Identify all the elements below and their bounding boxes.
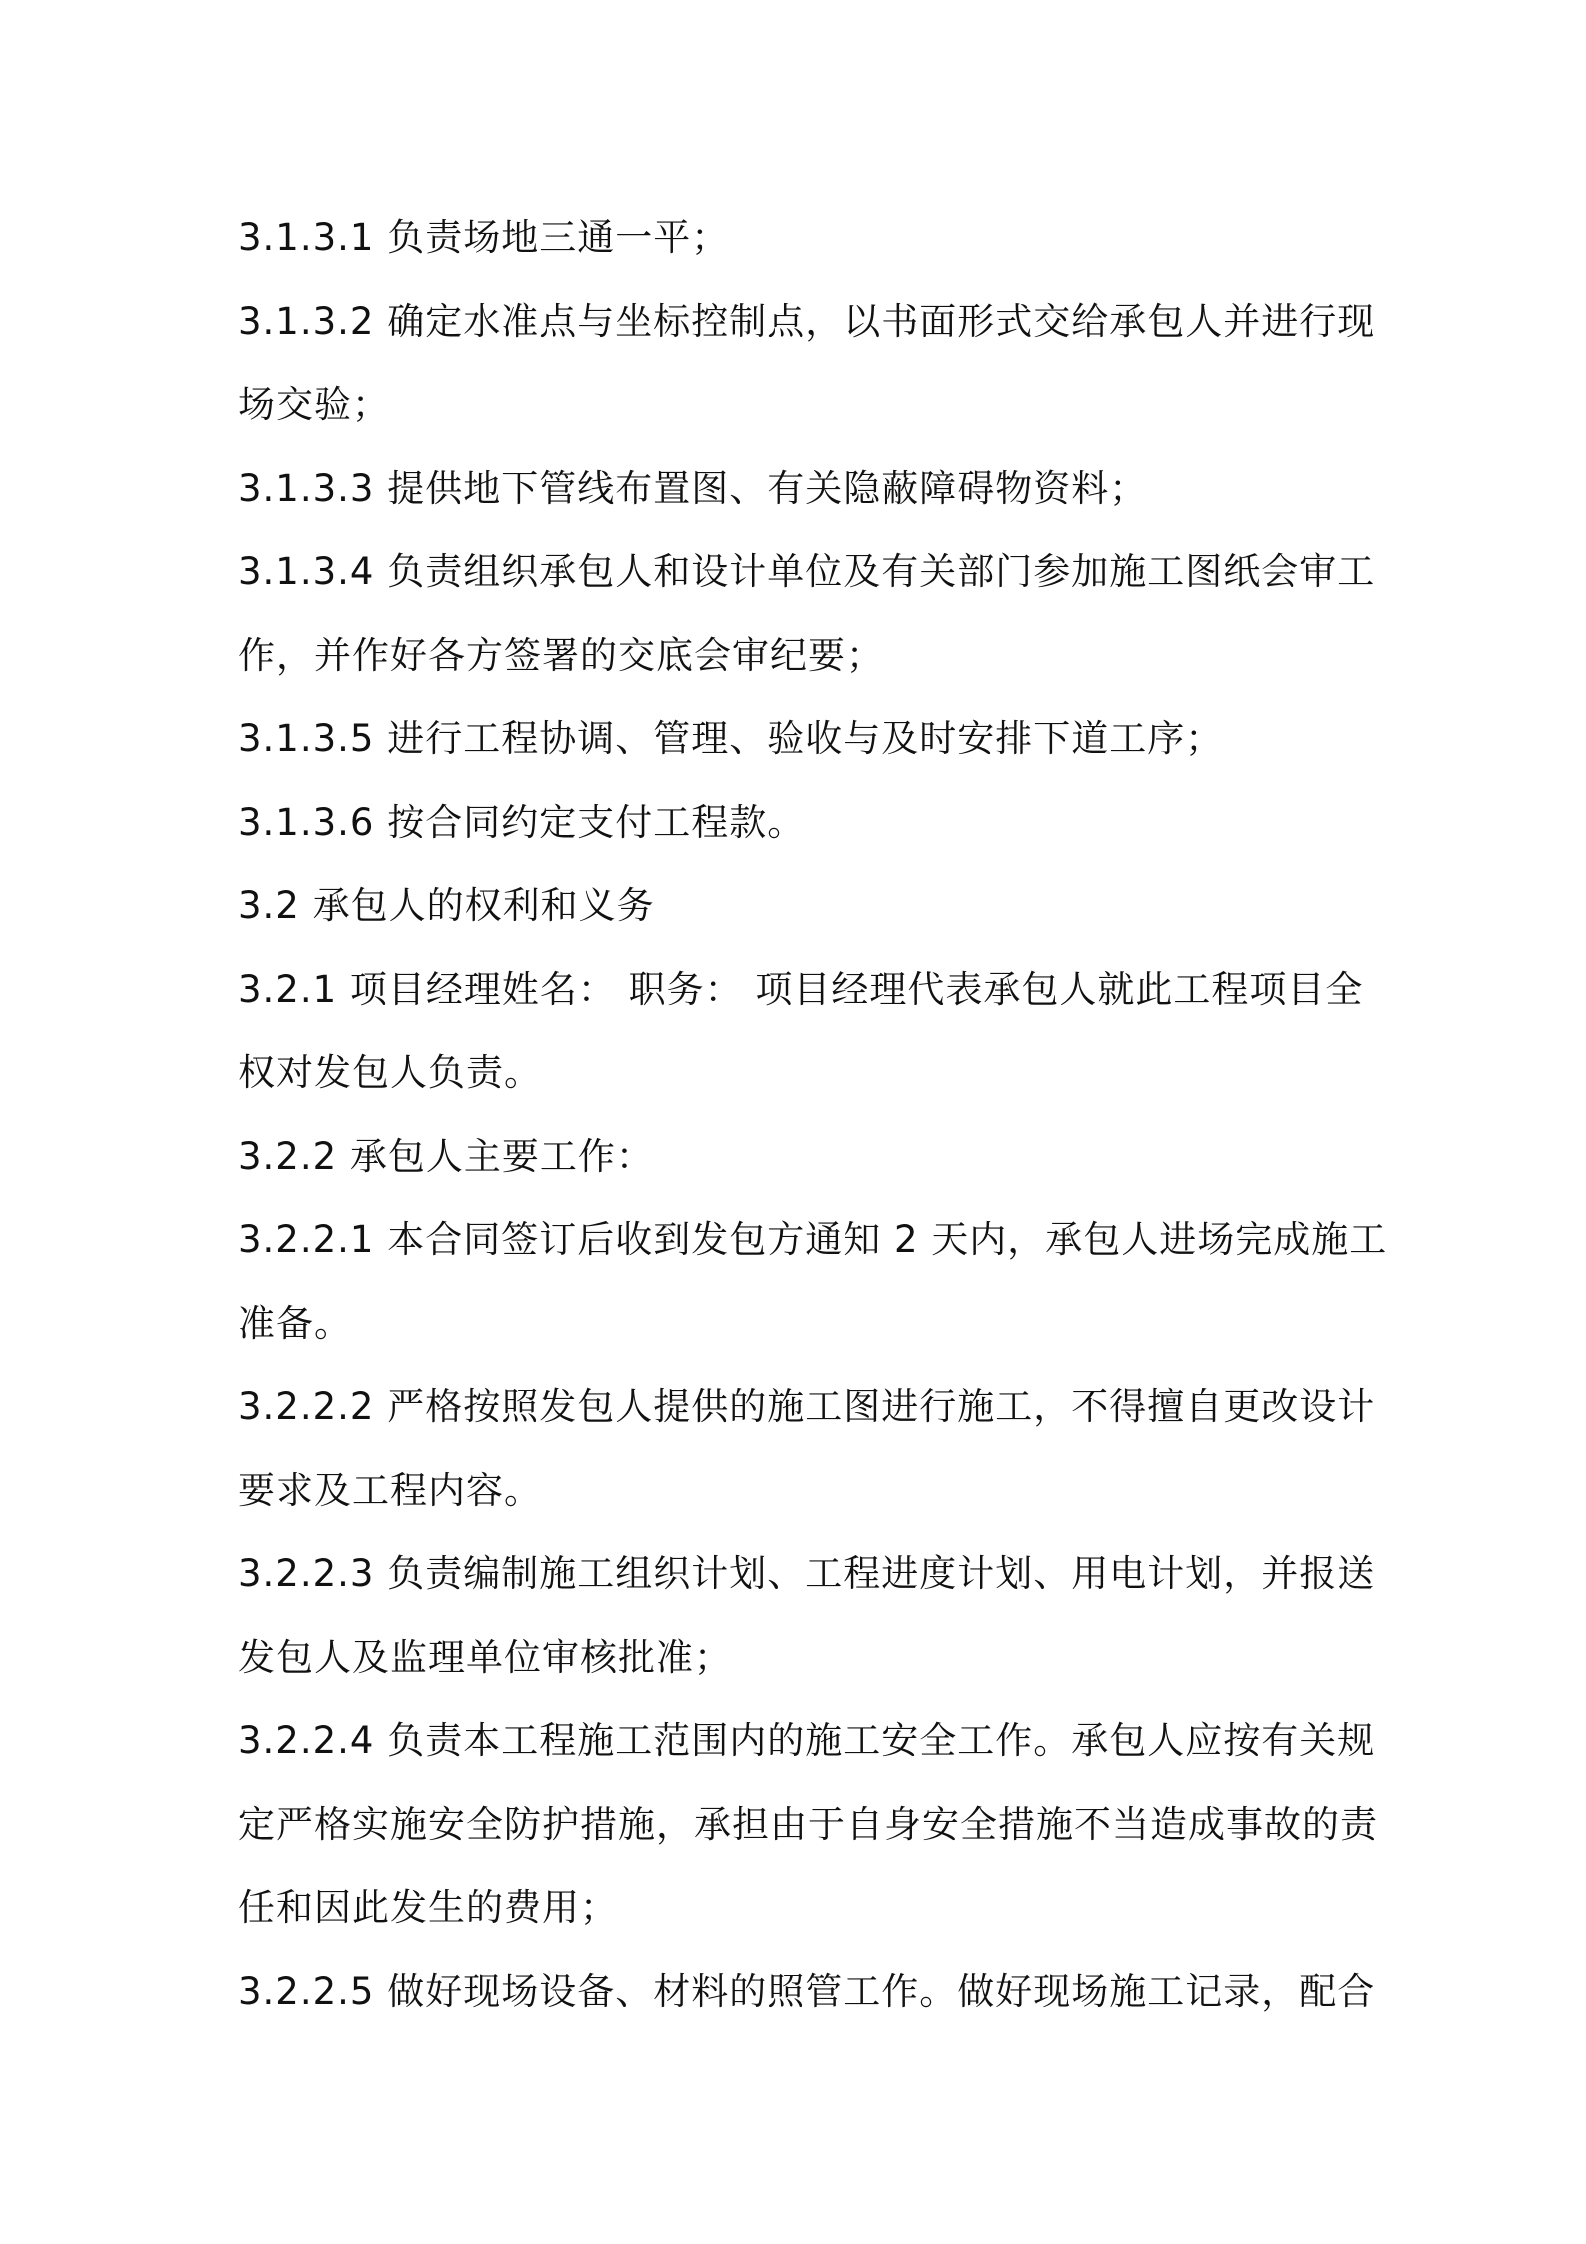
text-line-3-1-3-6: 3.1.3.6 按合同约定支付工程款。 bbox=[238, 800, 806, 844]
text-line-3-2-2-1-cont: 准备。 bbox=[238, 1301, 352, 1345]
text-line-3-1-3-4-cont: 作，并作好各方签署的交底会审纪要； bbox=[238, 633, 884, 677]
text-line-3-2-2-4-cont-1: 定严格实施安全防护措施，承担由于自身安全措施不当造成事故的责 bbox=[238, 1802, 1378, 1846]
text-line-3-2-2-4: 3.2.2.4 负责本工程施工范围内的施工安全工作。承包人应按有关规 bbox=[238, 1719, 1376, 1762]
text-line-3-2-2-4-cont-2: 任和因此发生的费用； bbox=[238, 1886, 618, 1929]
text-line-3-2-2-1: 3.2.2.1 本合同签订后收到发包方通知 2 天内，承包人进场完成施工 bbox=[238, 1218, 1388, 1261]
text-line-3-2-1: 3.2.1 项目经理姓名： 职务： 项目经理代表承包人就此工程项目全 bbox=[238, 967, 1364, 1011]
document-body bbox=[238, 196, 1388, 2033]
text-line-3-2-2-2-cont: 要求及工程内容。 bbox=[238, 1468, 542, 1512]
text-line-3-1-3-5: 3.1.3.5 进行工程协调、管理、验收与及时安排下道工序； bbox=[238, 717, 1224, 760]
text-line-3-2-2-3: 3.2.2.3 负责编制施工组织计划、工程进度计划、用电计划，并报送 bbox=[238, 1552, 1376, 1595]
text-line-3-2-2-3-cont: 发包人及监理单位审核批准； bbox=[238, 1635, 732, 1679]
text-line-3-1-3-1: 3.1.3.1 负责场地三通一平； bbox=[238, 216, 730, 259]
text-line-3-2-1-cont: 权对发包人负责。 bbox=[238, 1051, 542, 1094]
text-line-3-2-2-2: 3.2.2.2 严格按照发包人提供的施工图进行施工，不得擅自更改设计 bbox=[238, 1385, 1376, 1428]
text-line-3-1-3-2: 3.1.3.2 确定水准点与坐标控制点，以书面形式交给承包人并进行现 bbox=[238, 299, 1376, 343]
text-line-3-2-2-5: 3.2.2.5 做好现场设备、材料的照管工作。做好现场施工记录，配合 bbox=[238, 1969, 1376, 2013]
section-heading-3-2: 3.2 承包人的权利和义务 bbox=[238, 884, 655, 927]
text-line-3-1-3-2-cont: 场交验； bbox=[238, 383, 390, 426]
text-line-3-2-2: 3.2.2 承包人主要工作： bbox=[238, 1134, 654, 1178]
text-line-3-1-3-4: 3.1.3.4 负责组织承包人和设计单位及有关部门参加施工图纸会审工 bbox=[238, 550, 1376, 593]
text-line-3-1-3-3: 3.1.3.3 提供地下管线布置图、有关隐蔽障碍物资料； bbox=[238, 466, 1148, 510]
